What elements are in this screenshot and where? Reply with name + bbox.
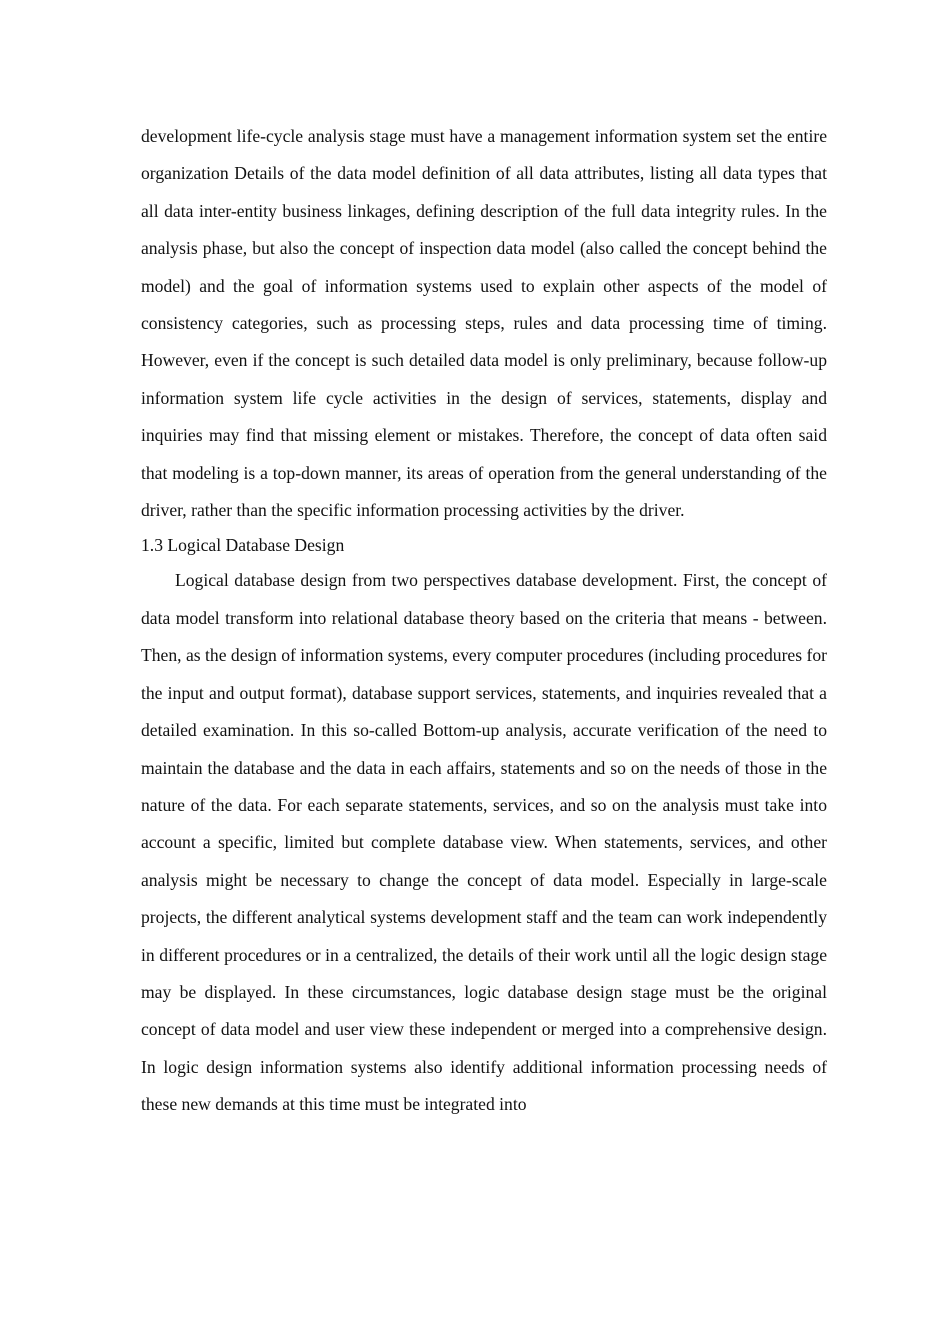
body-paragraph-1: development life-cycle analysis stage must have a management information system set the entire organization Details of the data model definition of all data attributes, listing all data types that all data inter-entity business linkages, defining description of the full data integrity rules. In the analysis phase, but also the concept of inspection data model (also called the concept behind the model) and the goal of information systems used to explain other aspects of the model of consistency categories, such as processing steps, rules and data processing time of timing. However, even if the concept is such detailed data model is only preliminary, because follow-up information system life cycle activities in the design of services, statements, display and inquiries may find that missing element or mistakes. Therefore, the concept of data often said that modeling is a top-down manner, its areas of operation from the general understanding of the driver, rather than the specific information processing activities by the driver.	[141, 126, 827, 521]
document-body	[141, 118, 827, 1124]
section-heading: 1.3 Logical Database Design	[141, 535, 345, 556]
body-paragraph-2: Logical database design from two perspectives database development. First, the concept of data model transform into relational database theory based on the criteria that means - between. Then, as the design of information systems, every computer procedures (including procedures for the input and output format), database support services, statements, and inquiries revealed that a detailed examination. In this so-called Bottom-up analysis, accurate verification of the need to maintain the database and the data in each affairs, statements and so on the needs of those in the nature of the data. For each separate statements, services, and so on the analysis must take into account a specific, limited but complete database view. When statements, services, and other analysis might be necessary to change the concept of data model. Especially in large-scale projects, the different analytical systems development staff and the team can work independently in different procedures or in a centralized, the details of their work until all the logic design stage may be displayed. In these circumstances, logic database design stage must be the original concept of data model and user view these independent or merged into a comprehensive design. In logic design information systems also identify additional information processing needs of these new demands at this time must be integrated into	[141, 570, 827, 1115]
